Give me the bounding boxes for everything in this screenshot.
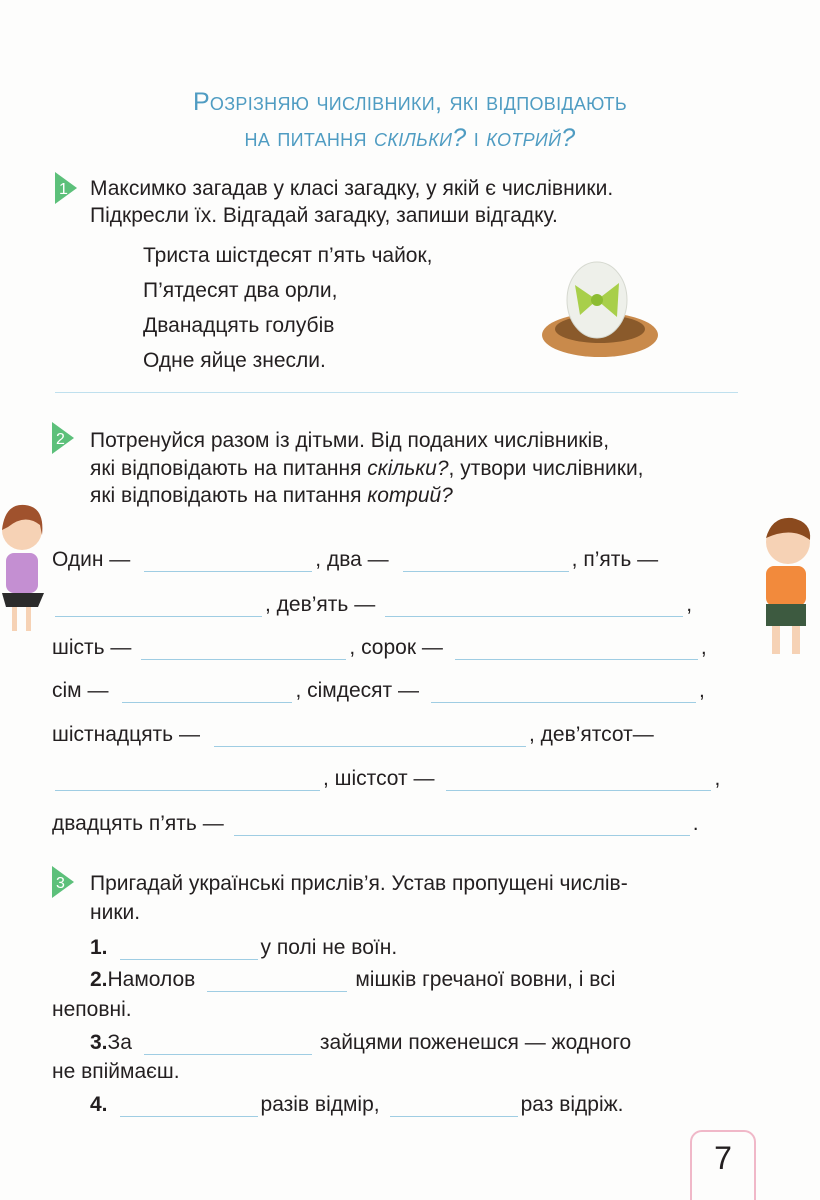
text: , утвори числівники, [448, 457, 644, 480]
poem-line: Триста шістдесят п’ять чайок, [143, 244, 433, 267]
numeral-row [52, 632, 707, 660]
comma: , [714, 767, 721, 790]
numeral-label: , дев’ятсот— [528, 723, 654, 746]
comma: , [686, 593, 693, 616]
exercise-1-text-line2: Підкресли їх. Відгадай загадку, запиши відгадку. [90, 204, 558, 227]
answer-blank[interactable] [55, 770, 320, 791]
answer-blank[interactable] [390, 1096, 518, 1117]
answer-line[interactable] [55, 392, 738, 393]
numeral-row [52, 808, 699, 836]
page-title-line1: Розрізняю числівники, які відповідають [192, 88, 628, 116]
svg-text:1: 1 [59, 181, 68, 198]
page-number: 7 [690, 1130, 756, 1200]
page-title-line2 [0, 124, 820, 153]
exercise-2-text-line3 [90, 482, 453, 510]
comma: , [698, 679, 705, 702]
answer-blank[interactable] [144, 551, 312, 572]
proverb-text: разів відмір, [260, 1093, 380, 1116]
numeral-label: , дев’ять — [265, 593, 376, 616]
text: які відповідають на питання [90, 484, 368, 507]
answer-blank[interactable] [141, 639, 346, 660]
proverb-number: 4. [90, 1093, 108, 1116]
numeral-label: , сімдесят — [295, 679, 419, 702]
boy-illustration [752, 512, 820, 662]
proverb-3 [90, 1027, 631, 1055]
proverb-text: Намолов [107, 968, 196, 991]
numeral-row [52, 719, 654, 747]
period: . [692, 812, 699, 835]
numeral-label: Один — [52, 548, 131, 571]
riddle-poem [143, 238, 433, 378]
proverb-2 [90, 964, 615, 992]
answer-blank[interactable] [403, 551, 569, 572]
title-prefix: на питання [244, 124, 375, 152]
exercise-2-text-line1: Потренуйся разом із дітьми. Від поданих числівників, [90, 429, 610, 452]
answer-blank[interactable] [234, 815, 690, 836]
answer-blank[interactable] [120, 1096, 258, 1117]
numeral-row [52, 589, 692, 617]
numeral-label: шість — [52, 636, 132, 659]
svg-text:3: 3 [56, 875, 65, 892]
numeral-label: , шістсот — [323, 767, 435, 790]
question-word: скільки? [367, 457, 449, 480]
proverb-2-continuation: неповні. [52, 998, 132, 1021]
answer-blank[interactable] [431, 682, 696, 703]
exercise-1-text-line1: Максимко загадав у класі загадку, у якій є числівники. [90, 177, 614, 200]
numeral-label: двадцять п’ять — [52, 812, 224, 835]
proverb-number: 1. [90, 936, 108, 959]
answer-blank[interactable] [446, 770, 711, 791]
egg-in-nest-illustration [535, 245, 665, 365]
proverb-3-continuation: не впіймаєш. [52, 1060, 180, 1083]
title-question-1: скільки? [374, 124, 467, 152]
numeral-label: шістнадцять — [52, 723, 200, 746]
poem-line: П’ятдесят два орли, [143, 279, 338, 302]
title-and: і [466, 124, 487, 152]
answer-blank[interactable] [385, 596, 683, 617]
text: які відповідають на питання [90, 457, 368, 480]
answer-blank[interactable] [207, 971, 347, 992]
proverb-text: зайцями поженешся — жодного [319, 1031, 632, 1054]
numeral-label: , сорок — [349, 636, 443, 659]
answer-blank[interactable] [122, 682, 292, 703]
exercise-2-badge-icon [52, 422, 74, 454]
answer-blank[interactable] [214, 726, 526, 747]
proverb-text: За [107, 1031, 132, 1054]
answer-blank[interactable] [120, 939, 258, 960]
proverb-number: 3. [90, 1031, 108, 1054]
numeral-label: , два — [315, 548, 389, 571]
exercise-1-badge-icon [55, 172, 77, 204]
poem-line: Одне яйце знесли. [143, 349, 326, 372]
numeral-row [52, 544, 658, 572]
proverb-text: мішків гречаної вовни, і всі [355, 968, 616, 991]
answer-blank[interactable] [55, 596, 262, 617]
numeral-row [52, 675, 705, 703]
numeral-label: сім — [52, 679, 109, 702]
exercise-2-text-line2 [90, 455, 644, 483]
answer-blank[interactable] [455, 639, 698, 660]
exercise-3-badge-icon [52, 866, 74, 898]
comma: , [700, 636, 707, 659]
title-question-2: котрий? [486, 124, 576, 152]
answer-blank[interactable] [144, 1034, 312, 1055]
numeral-row [52, 763, 720, 791]
numeral-label: , п’ять — [571, 548, 659, 571]
exercise-3-text-line2: ники. [90, 901, 141, 924]
exercise-3-text-line1: Пригадай українські прислів’я. Устав пропущені числів- [90, 872, 628, 895]
proverb-1 [90, 932, 397, 960]
poem-line: Дванадцять голубів [143, 314, 335, 337]
proverb-text: раз відріж. [520, 1093, 624, 1116]
proverb-4 [90, 1089, 624, 1117]
girl-illustration [0, 495, 52, 640]
proverb-text: у полі не воїн. [260, 936, 398, 959]
proverb-number: 2. [90, 968, 108, 991]
question-word: котрий? [367, 484, 453, 507]
svg-text:2: 2 [56, 431, 65, 448]
